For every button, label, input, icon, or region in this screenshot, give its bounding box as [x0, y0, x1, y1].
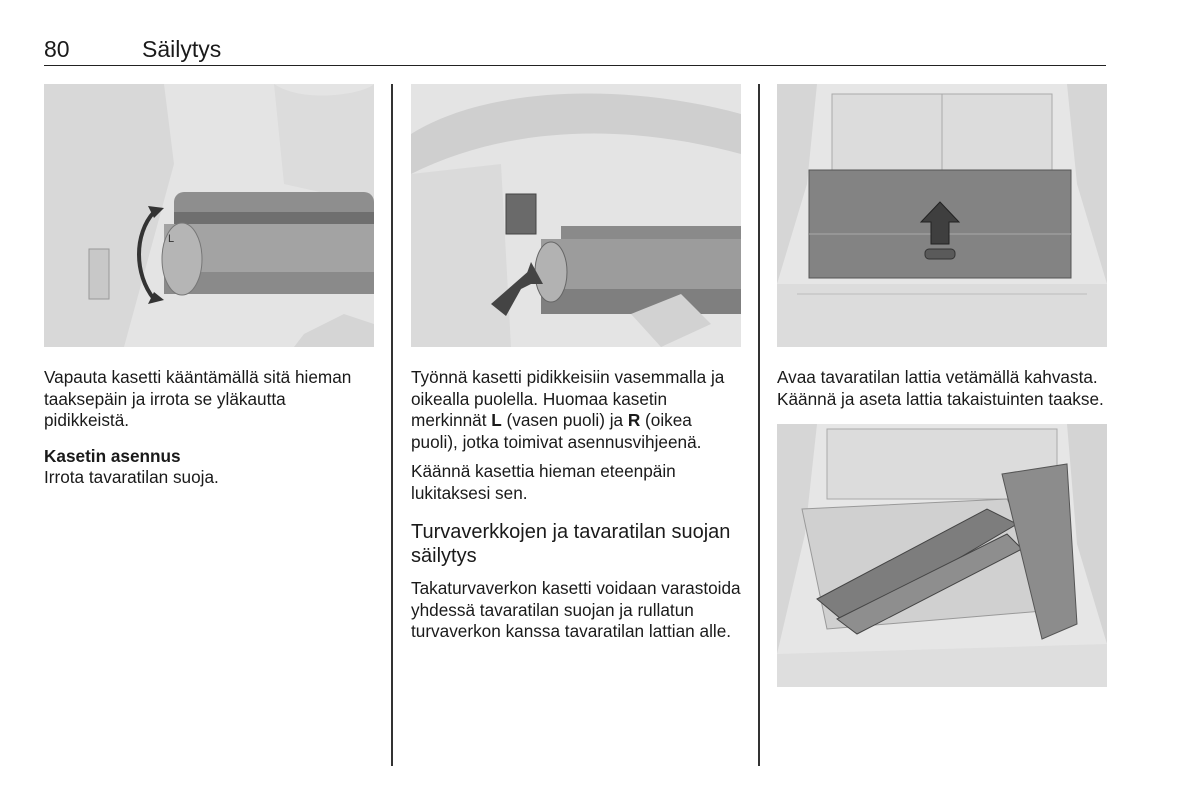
column-3	[777, 84, 1107, 687]
page-header	[44, 34, 1106, 66]
instruction-text-5: Takaturvaverkon kasetti voidaan varastoida yhdessä tavaratilan suojan ja rullatun turvaverkon kanssa tavaratilan lattian alle.	[411, 578, 741, 641]
column-divider-2	[758, 84, 760, 766]
instruction-text-1: Vapauta kasetti kääntämällä sitä hieman taaksepäin ja irrota se yläkautta pidikkeistä.	[44, 367, 352, 430]
trunk-storage-illustration	[777, 424, 1107, 687]
cassette-l-mark: L	[168, 233, 175, 245]
subheading-cassette-install: Kasetin asennus	[44, 445, 181, 466]
instruction-text-4: Käännä kasettia hieman eteenpäin lukitaksesi sen.	[411, 461, 676, 503]
right-mark: R	[627, 410, 641, 430]
column-1	[44, 84, 374, 489]
trunk-floor-lift-illustration	[777, 84, 1107, 347]
cassette-insert-illustration	[411, 84, 741, 347]
page-number: 80	[44, 36, 70, 62]
instruction-text-6: Avaa tavaratilan lattia vetämällä kahvasta. Käännä ja aseta lattia takaistuinten taakse.	[777, 367, 1104, 409]
instruction-text-2: Irrota tavaratilan suoja.	[44, 467, 219, 487]
column-divider-1	[391, 84, 393, 766]
instruction-text-3: Työnnä kasetti pidikkeisiin vasemmalla ja oikealla puolella. Huomaa kasetin merkinnät L (vasen puoli) ja R (oikea puoli), jotka toimivat asennusvihjeenä.	[411, 367, 725, 452]
section-heading-storage: Turvaverkkojen ja tavaratilan suojan säilytys	[411, 521, 731, 567]
left-mark: L	[491, 410, 502, 430]
section-title: Säilytys	[142, 36, 222, 62]
cassette-rotate-illustration	[44, 84, 374, 347]
column-2	[411, 84, 741, 643]
